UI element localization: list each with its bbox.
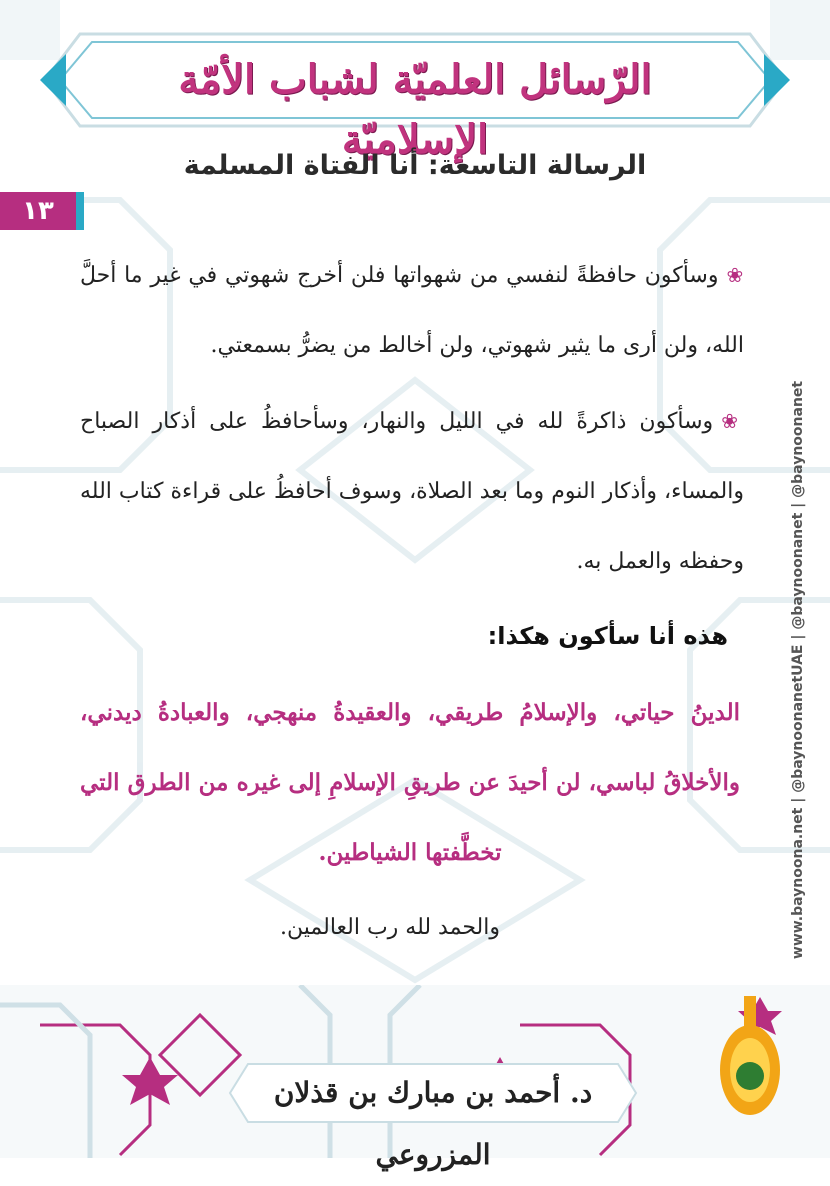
- flower-bullet-icon: ❀: [726, 263, 744, 287]
- paragraph-2-text: وسأكون ذاكرةً لله في الليل والنهار، وسأحافظُ على أذكار الصباح والمساء، وأذكار النوم وما بعد الصلاة، وسوف أحافظُ على قراءة كتاب الله وحفظه والعمل به.: [80, 409, 744, 574]
- highlight-paragraph: الدينُ حياتي، والإسلامُ طريقي، والعقيدةُ منهجي، والعبادةُ ديدني، والأخلاقُ لباسي، لن أحيدَ عن طريقِ الإسلامِ إلى غيره من الطرق التي تخطَّفتها الشياطين.: [80, 699, 740, 866]
- author-name: د. أحمد بن مبارك بن قذلان المزروعي: [273, 1076, 593, 1171]
- closing-line: والحمد لله رب العالمين.: [280, 915, 500, 940]
- paragraph-1-text: وسأكون حافظةً لنفسي من شهواتها فلن أخرج شهوتي في غير ما أحلَّ الله، ولن أرى ما يثير شهوتي، ولن أخالط من يضرُّ بسمعتي.: [80, 263, 744, 358]
- paragraph-1: [80, 240, 744, 381]
- side-contact-strip: [782, 320, 812, 1020]
- publisher-logo-icon: [700, 990, 800, 1130]
- paragraph-2: [80, 386, 744, 597]
- series-title: الرّسائل العلميّة لشباب الأمّة الإسلاميّة: [178, 56, 652, 163]
- section-heading: هذه أنا سأكون هكذا:: [487, 622, 728, 650]
- letter-title: الرسالة التاسعة: أنا الفتاة المسلمة: [183, 150, 647, 181]
- side-contact-text[interactable]: www.baynoona.net | @baynoonanetUAE | @baynoonanet | @baynoonanet: [790, 380, 806, 960]
- page-number: ١٣: [0, 192, 76, 230]
- title-banner: [40, 24, 790, 163]
- author-banner: [228, 1062, 638, 1171]
- page-number-tab: [0, 192, 84, 230]
- flower-bullet-icon: ❀: [721, 409, 744, 433]
